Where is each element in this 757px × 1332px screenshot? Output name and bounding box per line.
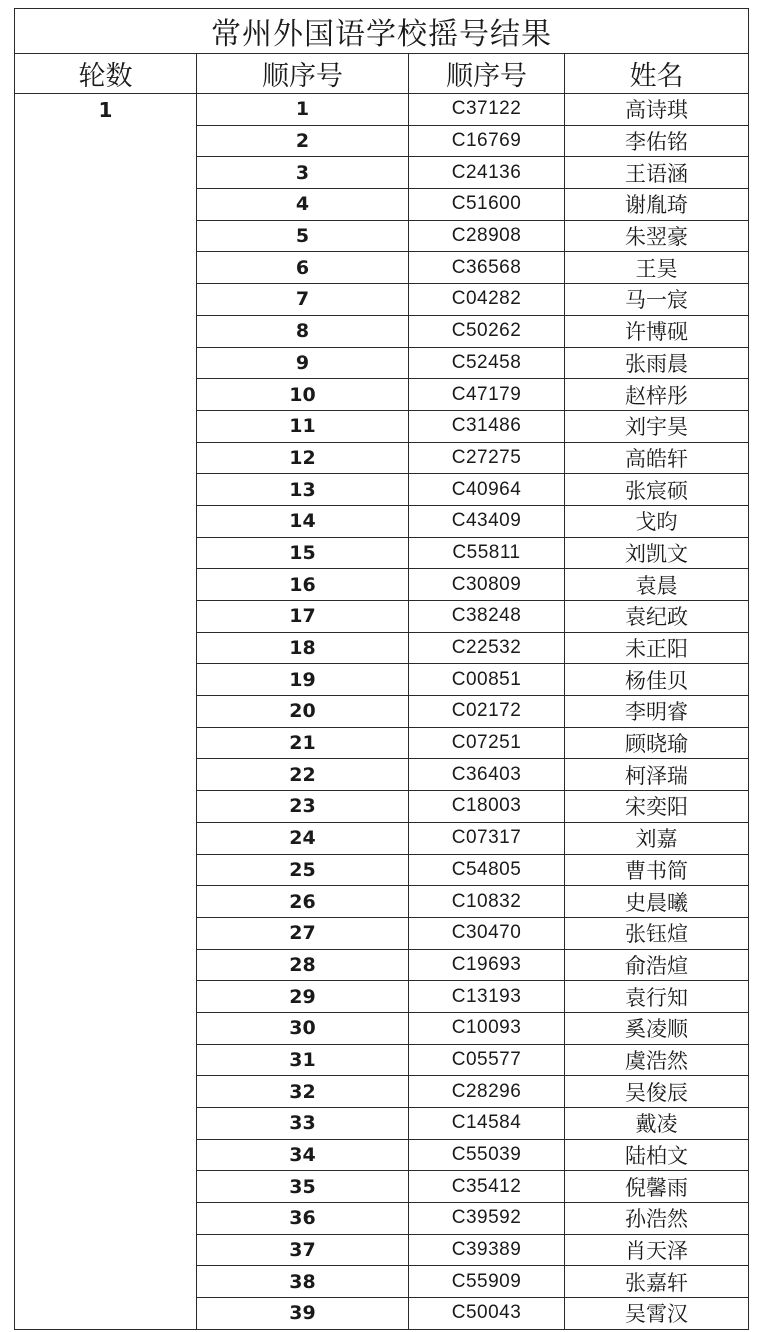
sequence-number: 17 [197, 601, 409, 633]
student-name: 袁行知 [565, 981, 749, 1013]
table-body [15, 94, 749, 1330]
student-name: 张宸硕 [565, 474, 749, 506]
student-name: 倪馨雨 [565, 1171, 749, 1203]
registration-code: C18003 [409, 791, 565, 823]
student-name: 史晨曦 [565, 886, 749, 918]
sequence-number: 35 [197, 1171, 409, 1203]
title-row [15, 9, 749, 54]
sequence-number: 31 [197, 1044, 409, 1076]
student-name: 杨佳贝 [565, 664, 749, 696]
student-name: 吴俊辰 [565, 1076, 749, 1108]
lottery-result-sheet [14, 8, 748, 1327]
student-name: 袁晨 [565, 569, 749, 601]
student-name: 李佑铭 [565, 125, 749, 157]
sequence-number: 20 [197, 696, 409, 728]
sequence-number: 37 [197, 1234, 409, 1266]
student-name: 高诗琪 [565, 94, 749, 126]
registration-code: C55811 [409, 537, 565, 569]
sequence-number: 8 [197, 315, 409, 347]
student-name: 赵梓彤 [565, 379, 749, 411]
student-name: 谢胤琦 [565, 189, 749, 221]
student-name: 陆柏文 [565, 1139, 749, 1171]
registration-code: C43409 [409, 505, 565, 537]
registration-code: C30470 [409, 917, 565, 949]
registration-code: C30809 [409, 569, 565, 601]
registration-code: C50043 [409, 1298, 565, 1330]
student-name: 未正阳 [565, 632, 749, 664]
registration-code: C35412 [409, 1171, 565, 1203]
registration-code: C47179 [409, 379, 565, 411]
sequence-number: 14 [197, 505, 409, 537]
registration-code: C55909 [409, 1266, 565, 1298]
page-title: 常州外国语学校摇号结果 [15, 9, 749, 54]
registration-code: C28296 [409, 1076, 565, 1108]
sequence-number: 12 [197, 442, 409, 474]
sequence-number: 16 [197, 569, 409, 601]
student-name: 张嘉轩 [565, 1266, 749, 1298]
sequence-number: 32 [197, 1076, 409, 1108]
student-name: 肖天泽 [565, 1234, 749, 1266]
sequence-number: 34 [197, 1139, 409, 1171]
student-name: 王语涵 [565, 157, 749, 189]
sequence-number: 28 [197, 949, 409, 981]
student-name: 俞浩煊 [565, 949, 749, 981]
table-row [15, 94, 749, 126]
registration-code: C51600 [409, 189, 565, 221]
registration-code: C27275 [409, 442, 565, 474]
registration-code: C04282 [409, 284, 565, 316]
student-name: 刘嘉 [565, 822, 749, 854]
registration-code: C54805 [409, 854, 565, 886]
student-name: 戴凌 [565, 1108, 749, 1140]
round-number: 1 [15, 94, 197, 1330]
registration-code: C40964 [409, 474, 565, 506]
registration-code: C39592 [409, 1203, 565, 1235]
student-name: 曹书简 [565, 854, 749, 886]
header-code: 顺序号 [409, 54, 565, 94]
registration-code: C28908 [409, 220, 565, 252]
sequence-number: 5 [197, 220, 409, 252]
sequence-number: 3 [197, 157, 409, 189]
student-name: 王昊 [565, 252, 749, 284]
registration-code: C02172 [409, 696, 565, 728]
sequence-number: 23 [197, 791, 409, 823]
sequence-number: 2 [197, 125, 409, 157]
sequence-number: 39 [197, 1298, 409, 1330]
sequence-number: 1 [197, 94, 409, 126]
header-row [15, 54, 749, 94]
sequence-number: 19 [197, 664, 409, 696]
registration-code: C14584 [409, 1108, 565, 1140]
student-name: 顾晓瑜 [565, 727, 749, 759]
student-name: 许博砚 [565, 315, 749, 347]
registration-code: C31486 [409, 410, 565, 442]
sequence-number: 4 [197, 189, 409, 221]
sequence-number: 33 [197, 1108, 409, 1140]
student-name: 高皓轩 [565, 442, 749, 474]
student-name: 宋奕阳 [565, 791, 749, 823]
student-name: 吴霄汉 [565, 1298, 749, 1330]
sequence-number: 29 [197, 981, 409, 1013]
registration-code: C07317 [409, 822, 565, 854]
registration-code: C50262 [409, 315, 565, 347]
registration-code: C07251 [409, 727, 565, 759]
sequence-number: 6 [197, 252, 409, 284]
registration-code: C52458 [409, 347, 565, 379]
sequence-number: 11 [197, 410, 409, 442]
sequence-number: 25 [197, 854, 409, 886]
registration-code: C38248 [409, 601, 565, 633]
lottery-result-table [14, 8, 749, 1330]
sequence-number: 18 [197, 632, 409, 664]
registration-code: C39389 [409, 1234, 565, 1266]
student-name: 袁纪政 [565, 601, 749, 633]
registration-code: C19693 [409, 949, 565, 981]
registration-code: C13193 [409, 981, 565, 1013]
sequence-number: 13 [197, 474, 409, 506]
registration-code: C36568 [409, 252, 565, 284]
student-name: 李明睿 [565, 696, 749, 728]
student-name: 马一宸 [565, 284, 749, 316]
student-name: 孙浩然 [565, 1203, 749, 1235]
sequence-number: 21 [197, 727, 409, 759]
student-name: 朱翌豪 [565, 220, 749, 252]
sequence-number: 15 [197, 537, 409, 569]
sequence-number: 30 [197, 1012, 409, 1044]
registration-code: C24136 [409, 157, 565, 189]
registration-code: C16769 [409, 125, 565, 157]
student-name: 刘凯文 [565, 537, 749, 569]
sequence-number: 36 [197, 1203, 409, 1235]
registration-code: C05577 [409, 1044, 565, 1076]
registration-code: C10832 [409, 886, 565, 918]
sequence-number: 9 [197, 347, 409, 379]
student-name: 奚凌顺 [565, 1012, 749, 1044]
sequence-number: 27 [197, 917, 409, 949]
sequence-number: 22 [197, 759, 409, 791]
student-name: 张雨晨 [565, 347, 749, 379]
registration-code: C36403 [409, 759, 565, 791]
sequence-number: 26 [197, 886, 409, 918]
student-name: 虞浩然 [565, 1044, 749, 1076]
registration-code: C37122 [409, 94, 565, 126]
registration-code: C00851 [409, 664, 565, 696]
student-name: 戈昀 [565, 505, 749, 537]
student-name: 柯泽瑞 [565, 759, 749, 791]
header-seq: 顺序号 [197, 54, 409, 94]
sequence-number: 38 [197, 1266, 409, 1298]
registration-code: C22532 [409, 632, 565, 664]
header-round: 轮数 [15, 54, 197, 94]
sequence-number: 7 [197, 284, 409, 316]
sequence-number: 10 [197, 379, 409, 411]
registration-code: C10093 [409, 1012, 565, 1044]
sequence-number: 24 [197, 822, 409, 854]
student-name: 刘宇昊 [565, 410, 749, 442]
registration-code: C55039 [409, 1139, 565, 1171]
student-name: 张钰煊 [565, 917, 749, 949]
header-name: 姓名 [565, 54, 749, 94]
